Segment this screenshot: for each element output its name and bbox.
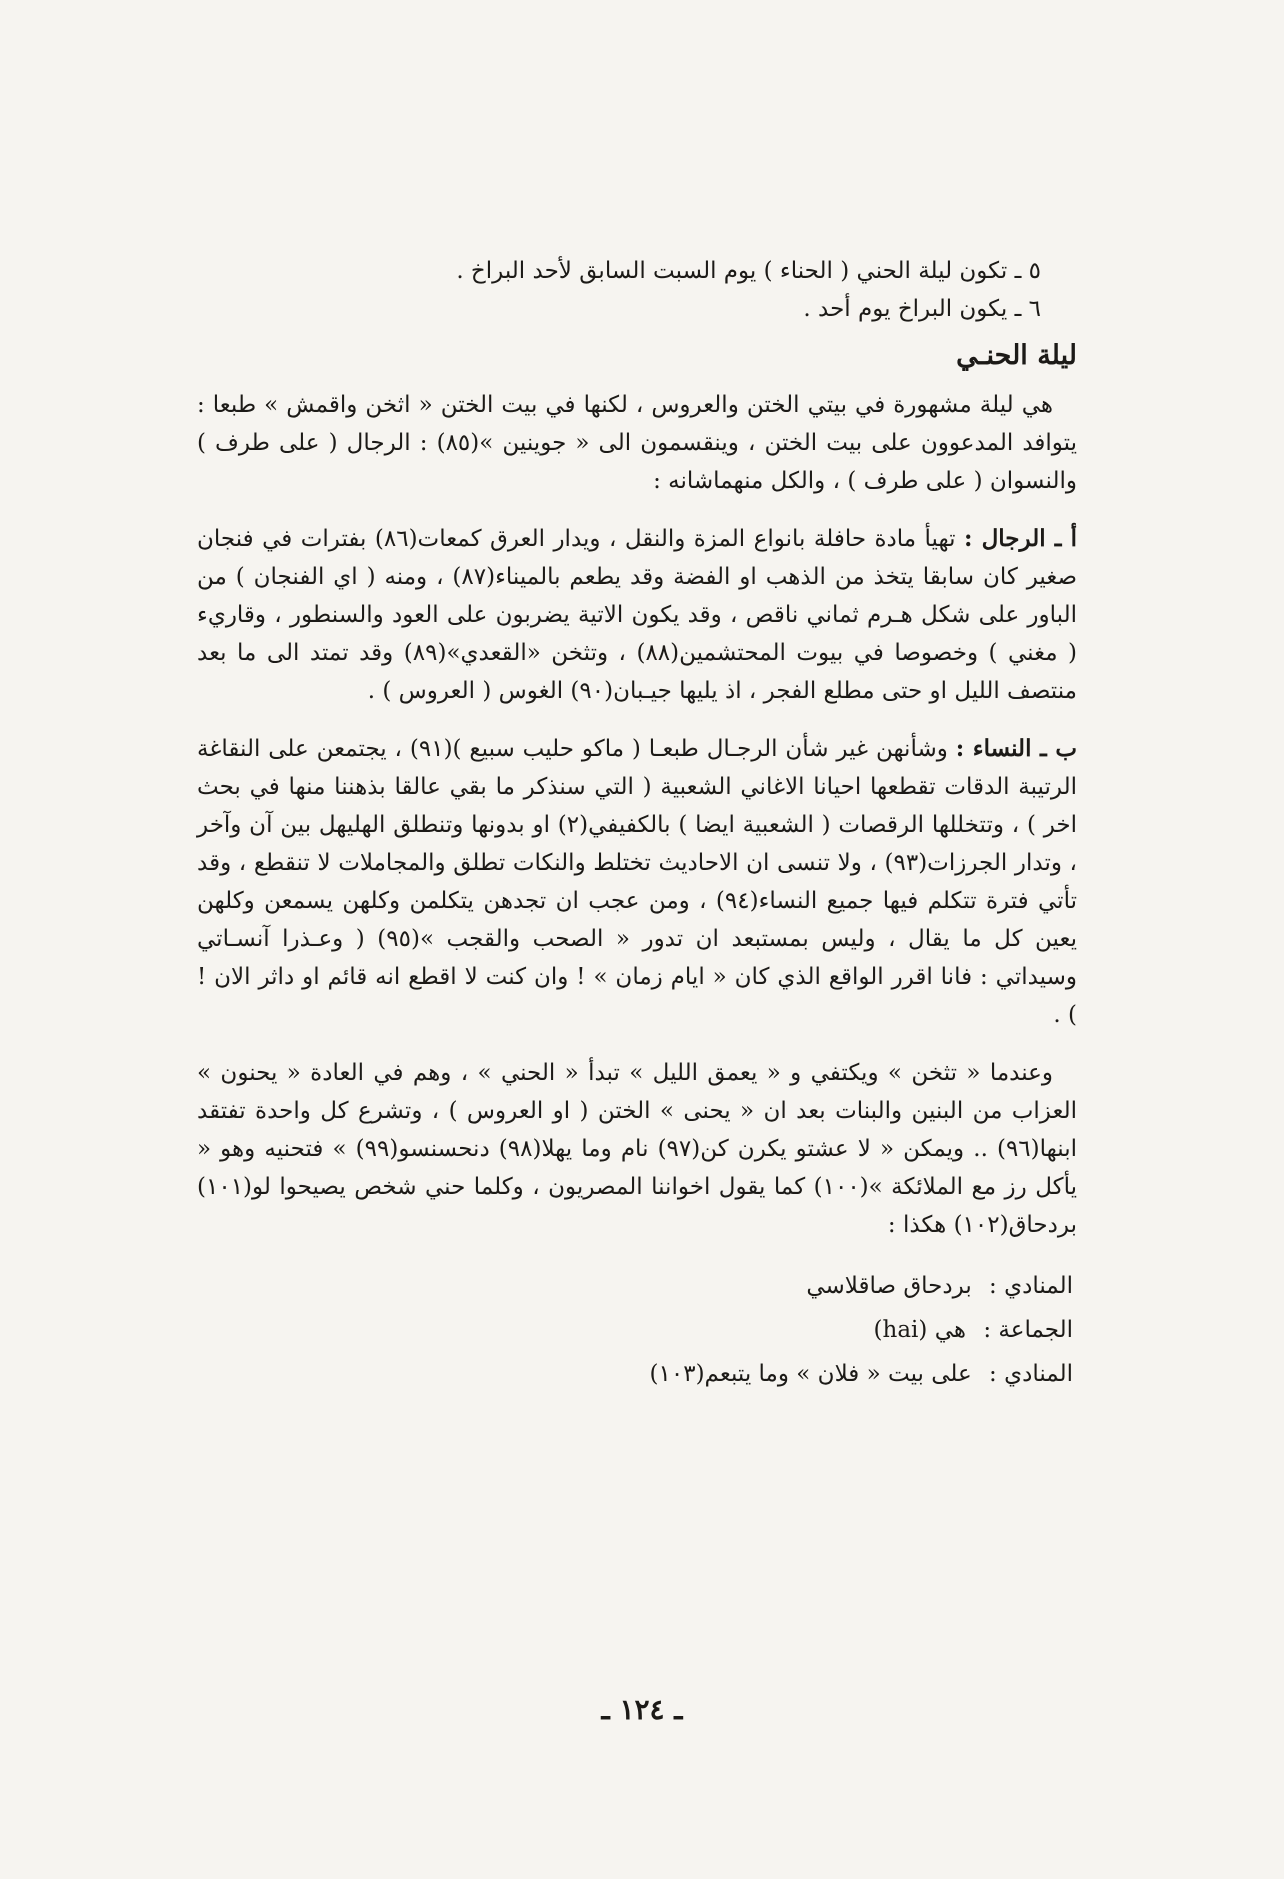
dialogue-line <box>197 1264 1073 1308</box>
numbered-list <box>197 252 1077 328</box>
page-number: ـ ١٢٤ ـ <box>601 1693 683 1726</box>
dialogue-text: هي (hai) <box>873 1317 967 1343</box>
dialogue-line <box>197 1352 1073 1396</box>
closing-paragraph: وعندما « تثخن » ويكتفي و « يعمق الليل » تبدأ « الحني » ، وهم في العادة « يحنون » العزاب من البنين والبنات بعد ان « يحنى » الختن ( او العروس ) ، وتشرع كل واحدة تفتقد ابنها(٩٦) .. ويمكن « لا عشتو يكرن كن(٩٧) نام وما يهلا(٩٨) دنحسنسو(٩٩) » فتحنيه وهو « يأكل رز مع الملائكة »(١٠٠) كما يقول اخواننا المصريون ، وكلما حني شخص يصيحوا لو(١٠١) بردحاق(١٠٢) هكذا : <box>197 1060 1077 1238</box>
list-item: ٦ ـ يكون البراخ يوم أحد . <box>803 296 1041 322</box>
dialogue-speaker: المنادي : <box>989 1273 1073 1299</box>
dialogue-speaker: المنادي : <box>989 1361 1073 1387</box>
women-paragraph <box>197 730 1077 1034</box>
men-text: تهيأ مادة حافلة بانواع المزة والنقل ، ويدار العرق كمعات(٨٦) بفترات في فنجان صغير كان سابقا يتخذ من الذهب او الفضة وقد يطعم بالميناء(٨٧) ، ومنه ( اي الفنجان ) من الباور على شكل هـرم ثماني ناقص ، وقد يكون الاتية يضربون على العود والسنطور ، وقاريء ( مغني ) وخصوصا في بيوت المحتشمين(٨٨) ، وتثخن «القعدي»(٨٩) وقد تمتد الى ما بعد منتصف الليل او حتى مطلع الفجر ، اذ يليها جيـبان(٩٠) الغوس ( العروس ) . <box>197 526 1077 704</box>
men-paragraph <box>197 520 1077 710</box>
dialogue-block <box>197 1264 1077 1396</box>
women-label: ب ـ النساء : <box>955 735 1077 762</box>
dialogue-text: بردحاق صاقلاسي <box>806 1273 972 1299</box>
page-body <box>197 252 1077 1396</box>
men-label: أ ـ الرجال : <box>963 525 1077 552</box>
list-item: ٥ ـ تكون ليلة الحني ( الحناء ) يوم السبت السابق لأحد البراخ . <box>456 258 1041 284</box>
dialogue-text: على بيت « فلان » وما يتبعم(١٠٣) <box>649 1361 972 1387</box>
intro-paragraph: هي ليلة مشهورة في بيتي الختن والعروس ، لكنها في بيت الختن « اثخن واقمش » طبعا : يتوافد المدعوون على بيت الختن ، وينقسمون الى « جوينين »(٨٥) : الرجال ( على طرف ) والنسوان ( على طرف ) ، والكل منهماشانه : <box>197 392 1077 494</box>
section-title: ليلة الحنـي <box>956 340 1077 371</box>
women-text: وشأنهن غير شأن الرجـال طبعـا ( ماكو حليب سبيع )(٩١) ، يجتمعن على النقاغة الرتيبة الدقات تقطعها احيانا الاغاني الشعبية ( التي سنذكر ما بقي عالقا بذهننا منها في بحث اخر ) ، وتتخللها الرقصات ( الشعبية ايضا ) بالكفيفي(٢) او بدونها وتنطلق الهليهل بين آن وآخر ، وتدار الجرزات(٩٣) ، ولا تنسى ان الاحاديث تختلط والنكات تطلق والمجاملات لا تنقطع ، وقد تأتي فترة تتكلم فيها جميع النساء(٩٤) ، ومن عجب ان تجدهن يتكلمن وكلهن يسمعن وكلهن يعين كل ما يقال ، وليس بمستبعد ان تدور « الصحب والقجب »(٩٥) ( وعـذرا آنسـاتي وسيداتي : فانا اقرر الواقع الذي كان « ايام زمان » ! وان كنت لا اقطع انه قائم او داثر الان ! ) . <box>197 736 1077 1028</box>
dialogue-line <box>197 1308 1073 1352</box>
dialogue-speaker: الجماعة : <box>983 1317 1073 1343</box>
